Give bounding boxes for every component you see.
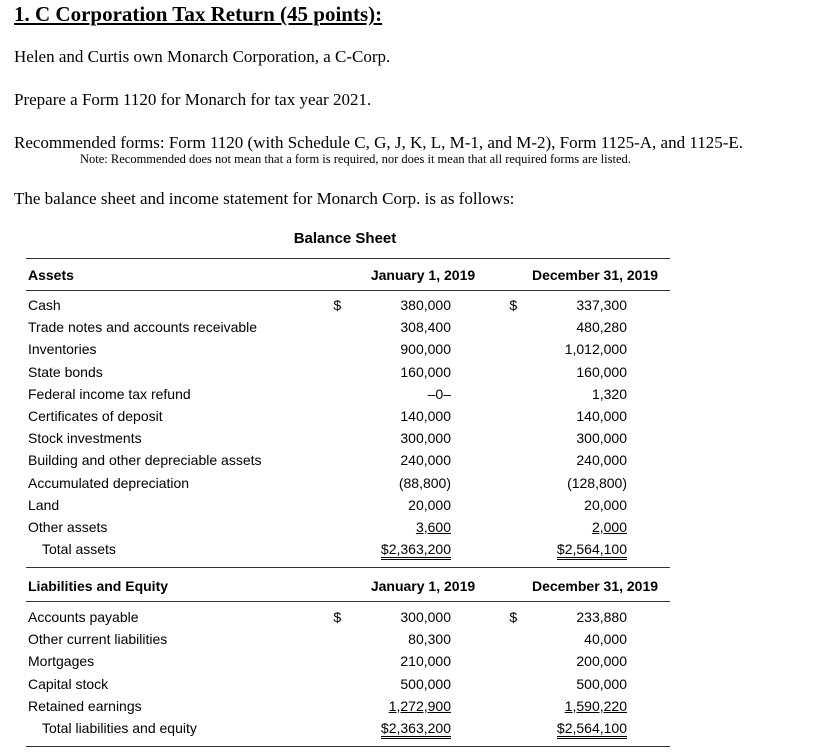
assets-heading: Assets	[28, 267, 74, 283]
row-label: State bonds	[28, 363, 103, 380]
row-label: Building and other depreciable assets	[28, 452, 262, 469]
cell-value: $2,363,200	[381, 720, 451, 739]
value-jan	[400, 676, 451, 692]
total-row	[0, 541, 818, 561]
value-dec	[509, 297, 627, 313]
total-label: Total assets	[42, 541, 116, 558]
value-dec	[592, 386, 627, 402]
value-jan	[408, 497, 451, 513]
forms-note: Note: Recommended does not mean that a form is required, nor does it mean that all required forms are listed.	[80, 152, 631, 166]
value-jan	[400, 364, 451, 380]
divider	[26, 601, 670, 602]
value-jan	[408, 631, 451, 647]
cell-value: 480,280	[576, 319, 627, 336]
value-dec	[576, 319, 627, 335]
value-dec	[565, 698, 627, 714]
value-dec	[576, 430, 627, 446]
value-jan	[381, 541, 451, 557]
cell-value: 3,600	[415, 519, 451, 535]
value-dec	[509, 609, 627, 625]
cell-value: –0–	[427, 385, 451, 402]
cell-value: 308,400	[400, 319, 451, 336]
table-row	[0, 497, 818, 517]
dollar-sign: $	[333, 609, 342, 625]
cell-value: (128,800)	[567, 474, 627, 491]
value-jan	[400, 341, 451, 357]
balance-sheet-title: Balance Sheet	[293, 230, 397, 247]
divider	[26, 567, 670, 568]
value-jan	[381, 720, 451, 736]
value-dec	[567, 475, 627, 491]
table-row	[0, 452, 818, 472]
cell-value: 210,000	[400, 653, 451, 670]
value-dec	[576, 364, 627, 380]
table-row	[0, 386, 818, 406]
cell-value: 300,000	[400, 430, 451, 447]
value-dec	[557, 541, 627, 557]
row-label: Accounts payable	[28, 609, 139, 625]
cell-value: $2,564,100	[557, 720, 627, 739]
cell-value: 500,000	[400, 675, 451, 692]
cell-value: 300,000	[576, 430, 627, 447]
table-row	[0, 475, 818, 495]
cell-value: $2,363,200	[381, 541, 451, 560]
row-label: Accumulated depreciation	[28, 474, 190, 491]
total-row	[0, 720, 818, 740]
value-jan	[399, 475, 451, 491]
table-row	[0, 676, 818, 696]
cell-value: (88,800)	[398, 474, 451, 491]
value-dec	[576, 408, 627, 424]
value-dec	[576, 653, 627, 669]
row-label: Capital stock	[28, 675, 109, 692]
cell-value: 233,880	[576, 609, 627, 625]
value-jan	[333, 297, 451, 313]
cell-value: 20,000	[584, 496, 627, 513]
row-label: Other current liabilities	[28, 631, 168, 648]
cell-value: 140,000	[400, 408, 451, 424]
row-label: Trade notes and accounts receivable	[28, 319, 258, 336]
cell-value: 80,300	[408, 631, 451, 648]
recommended-forms: Recommended forms: Form 1120 (with Schedule C, G, J, K, L, M-1, and M-2), Form 1125-A, and 1125-E.	[14, 133, 744, 152]
table-row	[0, 609, 818, 629]
cell-value: 1,320	[591, 385, 627, 402]
divider	[26, 258, 670, 259]
row-label: Cash	[28, 297, 61, 313]
value-jan	[400, 319, 451, 335]
row-label: Certificates of deposit	[28, 408, 163, 424]
cell-value: 1,012,000	[564, 341, 627, 358]
value-dec	[584, 497, 627, 513]
cell-value: 160,000	[576, 363, 627, 380]
value-jan	[400, 408, 451, 424]
value-jan	[389, 698, 451, 714]
row-label: Land	[28, 496, 60, 513]
row-label: Federal income tax refund	[28, 385, 191, 402]
cell-value: 40,000	[584, 631, 627, 648]
value-jan	[333, 609, 451, 625]
value-jan	[416, 519, 451, 535]
value-jan	[400, 452, 451, 468]
value-dec	[592, 519, 627, 535]
cell-value: $2,564,100	[557, 541, 627, 560]
dollar-sign: $	[509, 297, 518, 313]
table-row	[0, 319, 818, 339]
value-jan	[400, 430, 451, 446]
page-title: 1. C Corporation Tax Return (45 points):	[14, 2, 383, 26]
total-label: Total liabilities and equity	[42, 720, 197, 736]
cell-value: 1,272,900	[388, 697, 451, 714]
dollar-sign: $	[333, 297, 342, 313]
dollar-sign: $	[509, 609, 518, 625]
row-label: Mortgages	[28, 653, 95, 670]
cell-value: 200,000	[576, 653, 627, 670]
row-label: Stock investments	[28, 430, 142, 447]
value-jan	[400, 653, 451, 669]
table-row	[0, 341, 818, 361]
column-header-jan: January 1, 2019	[370, 578, 476, 594]
table-row	[0, 631, 818, 651]
cell-value: 240,000	[400, 452, 451, 469]
intro-paragraph-statements: The balance sheet and income statement for Monarch Corp. is as follows:	[14, 189, 515, 208]
intro-paragraph-owners: Helen and Curtis own Monarch Corporation, a C-Corp.	[14, 47, 391, 66]
liabilities-heading: Liabilities and Equity	[28, 578, 169, 594]
value-dec	[565, 341, 627, 357]
assets-header-row	[0, 267, 818, 287]
column-header-dec: December 31, 2019	[531, 267, 659, 283]
value-dec	[576, 676, 627, 692]
cell-value: 2,000	[591, 519, 627, 535]
cell-value: 337,300	[576, 297, 627, 313]
cell-value: 140,000	[576, 408, 627, 424]
table-row	[0, 430, 818, 450]
cell-value: 380,000	[400, 297, 451, 313]
cell-value: 240,000	[576, 452, 627, 469]
row-label: Inventories	[28, 341, 97, 358]
row-label: Retained earnings	[28, 697, 142, 714]
column-header-jan: January 1, 2019	[370, 267, 476, 283]
table-row	[0, 408, 818, 428]
cell-value: 1,590,220	[564, 697, 627, 714]
table-row	[0, 297, 818, 317]
value-dec	[584, 631, 627, 647]
table-row	[0, 364, 818, 384]
table-row	[0, 698, 818, 718]
cell-value: 900,000	[400, 341, 451, 358]
cell-value: 20,000	[408, 496, 451, 513]
table-row	[0, 653, 818, 673]
divider	[26, 290, 670, 291]
value-dec	[557, 720, 627, 736]
table-row	[0, 519, 818, 539]
value-dec	[576, 452, 627, 468]
divider	[26, 746, 670, 747]
row-label: Other assets	[28, 519, 108, 535]
cell-value: 160,000	[400, 363, 451, 380]
cell-value: 300,000	[400, 609, 451, 625]
liabilities-header-row	[0, 578, 818, 598]
value-jan	[428, 386, 451, 402]
cell-value: 500,000	[576, 675, 627, 692]
intro-paragraph-task: Prepare a Form 1120 for Monarch for tax year 2021.	[14, 90, 372, 109]
column-header-dec: December 31, 2019	[531, 578, 659, 594]
